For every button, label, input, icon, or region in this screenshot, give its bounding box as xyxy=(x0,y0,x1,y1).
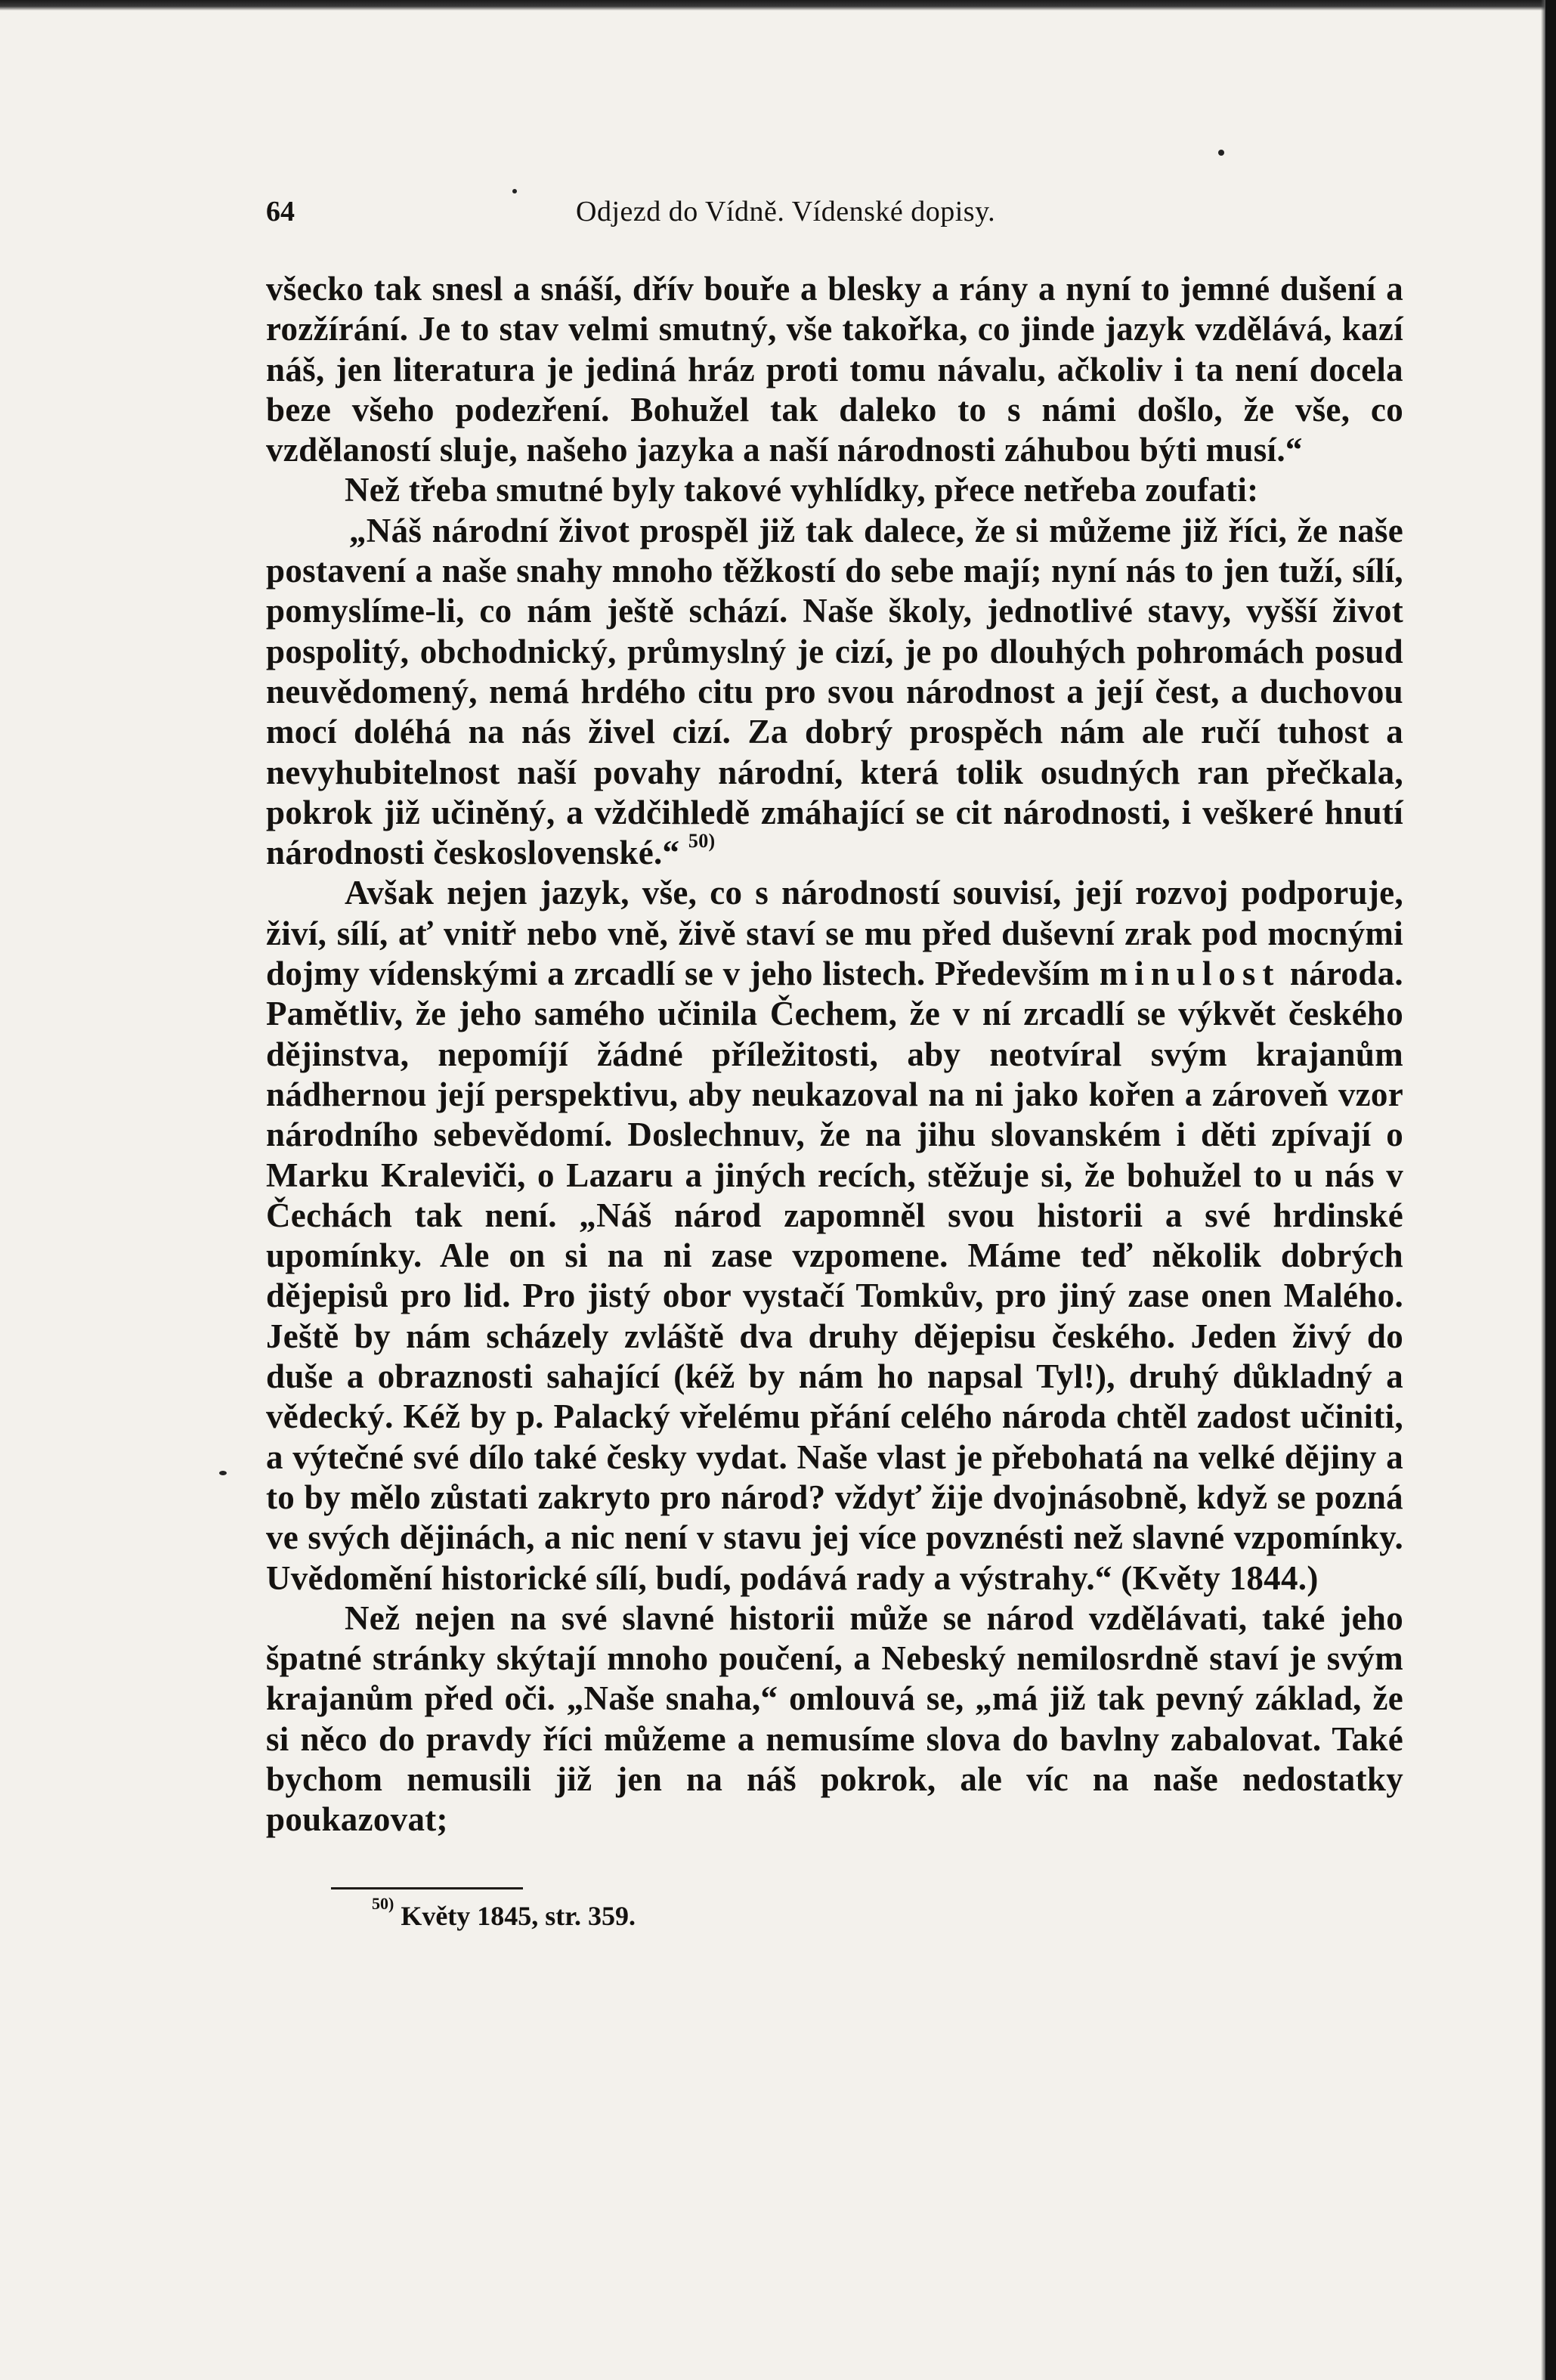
footnote-marker: 50) xyxy=(372,1893,394,1913)
scan-edge-right xyxy=(1545,0,1556,2380)
emphasized-word: minulost xyxy=(1099,955,1281,993)
paragraph-4: Než nejen na své slavné historii může se národ vzdělávati, také jeho špatné stránky skýtají mnoho poučení, a Nebeský nemilosrdně staví je svým krajanům před oči. „Naše snaha,“ omlouvá se, „má již tak pevný základ, že si něco do pravdy říci můžeme a nemusíme slova do bavlny zabalovat. Také bychom nemusili již jen na náš pokrok, ale víc na naše nedostatky poukazovat; xyxy=(266,1599,1403,1839)
quotation-paragraph xyxy=(266,511,1403,874)
running-head xyxy=(266,181,1403,236)
footnote-divider xyxy=(331,1887,523,1889)
footnote xyxy=(372,1893,1403,1932)
book-page xyxy=(266,181,1403,1932)
ink-speck xyxy=(219,1471,227,1475)
paragraph-3 xyxy=(266,873,1403,1598)
scan-edge-top xyxy=(0,0,1556,11)
body-text xyxy=(266,269,1403,1840)
quotation-text: „Náš národní život prospěl již tak dalece, že si můžeme již říci, že naše postavení a naše snahy mnoho těžkostí do sebe mají; nyní nás to jen tuží, sílí, pomyslíme-li, co nám ještě schází. Naše školy, jednotlivé stavy, vyšší život pospolitý, obchodnický, průmyslný je cizí, je po dlouhých pohromách posud neuvědomený, nemá hrdého citu pro svou národnost a její čest, a duchovou mocí doléhá na nás živel cizí. Za dobrý prospěch nám ale ručí tuhost a nevyhubitelnost naší povahy národní, která tolik osudných ran přečkala, pokrok již učiněný, a vždčihledě zmáhající se cit národnosti, i veškeré hnutí národnosti československé.“ xyxy=(266,511,1403,872)
footnote-reference: 50) xyxy=(688,830,716,853)
footnote-text: Květy 1845, str. 359. xyxy=(401,1900,636,1931)
ink-speck xyxy=(1218,150,1224,156)
paragraph-3-rest: národa. Pamětliv, že jeho samého učinila Čechem, že v ní zrcadlí se výkvět českého dějinstva, nepomíjí žádné příležitosti, aby neotvíral svým krajanům nádhernou její perspektivu, aby neukazoval na ni jako kořen a zároveň vzor národního sebevědomí. Doslechnuv, že na jihu slovanském i děti zpívají o Marku Kraleviči, o Lazaru a jiných recích, stěžuje si, že bohužel to u nás v Čechách tak není. „Náš národ zapomněl svou historii a své hrdinské upomínky. Ale on si na ni zase vzpomene. Máme teď několik dobrých dějepisů pro lid. Pro jistý obor vystačí Tomkův, pro jiný zase onen Malého. Ještě by nám scházely zvláště dva druhy dějepisu českého. Jeden živý do duše a obraznosti sahající (kéž by nám ho napsal Tyl!), druhý důkladný a vědecký. Kéž by p. Palacký vřelému přání celého národa chtěl zadost učiniti, a výtečné své dílo také česky vydat. Naše vlast je přebohatá na velké dějiny a to by mělo zůstati zakryto pro národ? vždyť žije dvojnásobně, když se pozná ve svých dějinách, a nic není v stavu jej více povznésti než slavné vzpomínky. Uvědomění historické sílí, budí, podává rady a výstrahy.“ (Květy 1844.) xyxy=(266,955,1403,1597)
page-number: 64 xyxy=(266,196,295,227)
paragraph-2: Než třeba smutné byly takové vyhlídky, přece netřeba zoufati: xyxy=(345,471,1259,509)
running-title: Odjezd do Vídně. Vídenské dopisy. xyxy=(576,196,996,227)
paragraph-1: všecko tak snesl a snáší, dřív bouře a blesky a rány a nyní to jemné dušení a rozžírání. Je to stav velmi smutný, vše takořka, co jinde jazyk vzdělává, kazí náš, jen literatura je jediná hráz proti tomu návalu, ačkoliv i ta není docela beze všeho podezření. Bohužel tak daleko to s námi došlo, že vše, co vzdělaností sluje, našeho jazyka a naší národnosti záhubou býti musí.“ xyxy=(266,270,1403,469)
paragraph-3-start: Avšak nejen jazyk, vše, co s národností souvisí, její rozvoj podporuje, živí, sílí, ať vnitř nebo vně, živě staví se mu před duševní zrak pod mocnými dojmy vídenskými a zrcadlí se v jeho listech. Především xyxy=(266,874,1403,993)
